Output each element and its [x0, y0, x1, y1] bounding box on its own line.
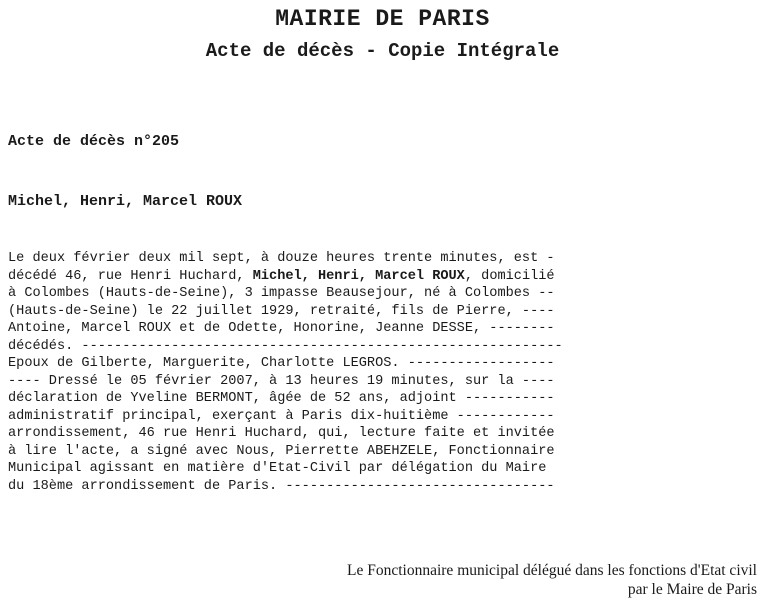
document-subtitle: Acte de décès - Copie Intégrale — [205, 40, 560, 62]
body-line: administratif principal, exerçant à Paris dix-huitième ------------ — [8, 408, 555, 424]
highlighted-name: Michel, Henri, Marcel ROUX — [252, 268, 465, 284]
body-line: Le deux février deux mil sept, à douze heures trente minutes, est - — [8, 251, 555, 266]
body-line: à lire l'acte, a signé avec Nous, Pierrette ABEHZELE, Fonctionnaire — [8, 443, 555, 459]
body-line: Municipal agissant en matière d'Etat-Civil par délégation du Maire — [8, 461, 547, 476]
body-line: du 18ème arrondissement de Paris. --------------------------------- — [8, 478, 555, 494]
body-line: arrondissement, 46 rue Henri Huchard, qui, lecture faite et invitée — [8, 426, 555, 441]
body-line: décédés. ----------------------------------------------------------- — [8, 338, 563, 354]
body-line: ---- Dressé le 05 février 2007, à 13 heures 19 minutes, sur la ---- — [8, 373, 555, 389]
body-line: (Hauts-de-Seine) le 22 juillet 1929, retraité, fils de Pierre, ---- — [8, 303, 555, 319]
signature-line-1: Le Fonctionnaire municipal délégué dans les fonctions d'Etat civil — [347, 562, 757, 579]
body-line: décédé 46, rue Henri Huchard, Michel, Henri, Marcel ROUX, domicilié — [8, 268, 555, 284]
acte-number: Acte de décès n°205 — [8, 133, 180, 150]
body-line: Epoux de Gilberte, Marguerite, Charlotte LEGROS. ------------------ — [8, 356, 555, 371]
signature-line-2: par le Maire de Paris — [627, 581, 757, 598]
body-line: à Colombes (Hauts-de-Seine), 3 impasse Beausejour, né à Colombes -- — [8, 286, 555, 301]
body-line: déclaration de Yveline BERMONT, âgée de 52 ans, adjoint ----------- — [8, 391, 555, 406]
body-line: Antoine, Marcel ROUX et de Odette, Honorine, Jeanne DESSE, -------- — [8, 321, 555, 336]
document-title: MAIRIE DE PARIS — [275, 6, 490, 32]
acte-body-text — [8, 250, 608, 495]
signature-block — [347, 561, 757, 599]
deceased-name: Michel, Henri, Marcel ROUX — [8, 193, 243, 210]
